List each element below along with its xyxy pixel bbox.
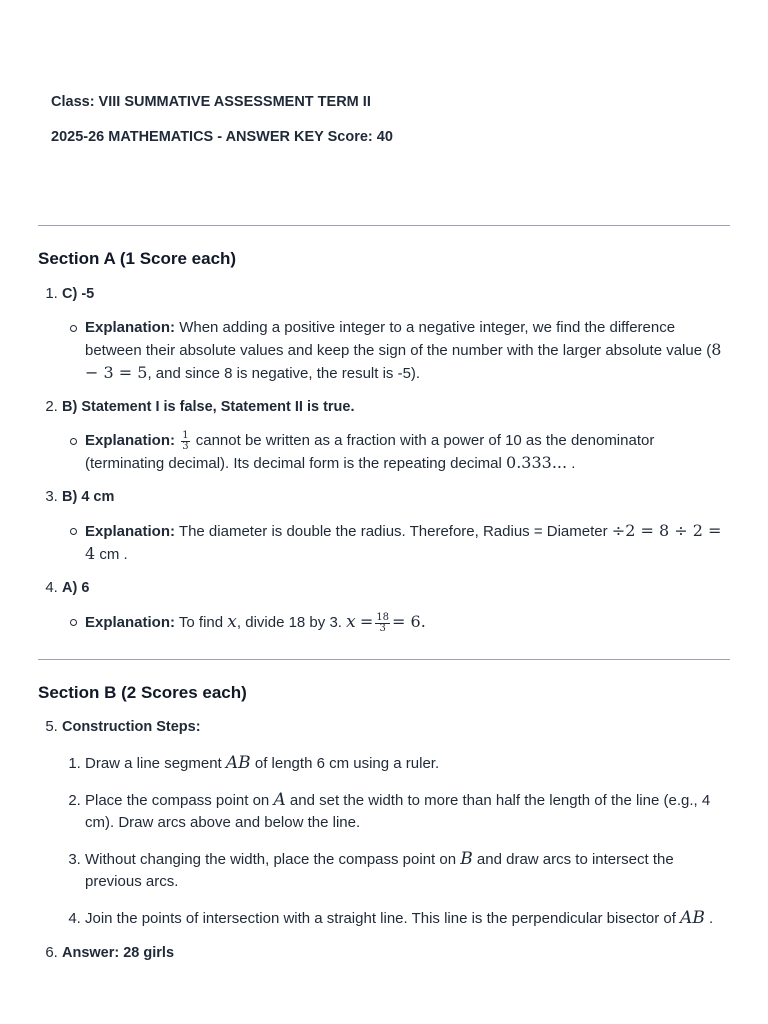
answer-4: 4. A) 6: [62, 580, 90, 596]
question-4: [62, 577, 728, 634]
construction-heading: 5. Construction Steps:: [62, 719, 201, 735]
math-expression: 0.333...: [506, 453, 568, 472]
explanation-label: Explanation:: [85, 523, 176, 540]
question-6: [62, 942, 728, 964]
fraction: $\frac{18}{3}$: [376, 611, 390, 634]
answer-1: 1. C) -5: [62, 286, 95, 302]
construction-step: 2. Place the compass point on A and set the width to more than half the length of the line (e.g., 4 cm). Draw arcs above and below the line.: [85, 789, 728, 834]
math-variable: x: [227, 612, 237, 632]
answer-3: 3. B) 4 cm: [62, 489, 115, 505]
question-5: [62, 716, 728, 930]
section-a-content: [0, 283, 768, 634]
math-variable: AB: [680, 908, 705, 928]
header-class-line: Class: VIII SUMMATIVE ASSESSMENT TERM II: [51, 94, 371, 110]
explanation-3: [85, 520, 728, 566]
math-variable: B: [460, 849, 473, 869]
math-expression: = 6.: [392, 612, 426, 631]
divider: [38, 659, 730, 660]
question-3: [62, 486, 728, 566]
construction-step: 4. Join the points of intersection with a straight line. This line is the perpendicular bisector of AB .: [85, 907, 728, 930]
explanation-text: , divide 18 by 3.: [236, 614, 342, 631]
explanation-text: To find: [178, 614, 224, 631]
math-variable: AB: [225, 753, 251, 773]
explanation-text: When adding a positive integer to a negative integer, we find the difference between their absolute values and keep the sign of the number with the larger absolute value (: [85, 319, 712, 359]
header-title-line: 2025-26 MATHEMATICS - ANSWER KEY Score: 40: [51, 129, 393, 145]
explanation-4: Explanation: To find x, divide 18 by 3. x = $\frac{18}{3}$ = 6.: [85, 611, 728, 634]
section-b-title: Section B (2 Scores each): [38, 683, 247, 702]
explanation-text: cm .: [99, 546, 128, 563]
construction-step: 3. Without changing the width, place the compass point on B and draw arcs to intersect the previous arcs.: [85, 848, 728, 893]
math-expression: ÷2 = 8 ÷ 2 = 4: [85, 521, 722, 563]
question-1: [62, 283, 728, 385]
question-2: [62, 396, 728, 475]
divider: [38, 225, 730, 226]
math-variable: A: [273, 790, 286, 810]
explanation-label: Explanation:: [85, 432, 176, 449]
answer-2: 2. B) Statement I is false, Statement II is true.: [62, 399, 355, 415]
explanation-text: The diameter is double the radius. Therefore, Radius = Diameter: [178, 523, 608, 540]
section-b-content: [0, 716, 768, 964]
math-variable: x: [346, 612, 356, 632]
explanation-1: [85, 317, 728, 385]
explanation-text: .: [571, 455, 576, 472]
explanation-text: cannot be written as a fraction with a power of 10 as the denominator (terminating decimal). Its decimal form is the repeating decimal: [85, 432, 655, 472]
explanation-text: , and since 8 is negative, the result is -5).: [147, 365, 421, 382]
explanation-label: Explanation:: [85, 614, 176, 631]
section-a-title: Section A (1 Score each): [38, 249, 237, 268]
math-expression: 8 − 3 = 5: [85, 340, 722, 382]
construction-step: 1. Draw a line segment AB of length 6 cm using a ruler.: [85, 752, 728, 775]
fraction: $\frac{1}{3}$: [182, 429, 189, 452]
explanation-2: [85, 430, 728, 475]
answer-6: 6. Answer: 28 girls: [62, 945, 175, 961]
document-header: [51, 92, 393, 162]
explanation-label: Explanation:: [85, 319, 176, 336]
